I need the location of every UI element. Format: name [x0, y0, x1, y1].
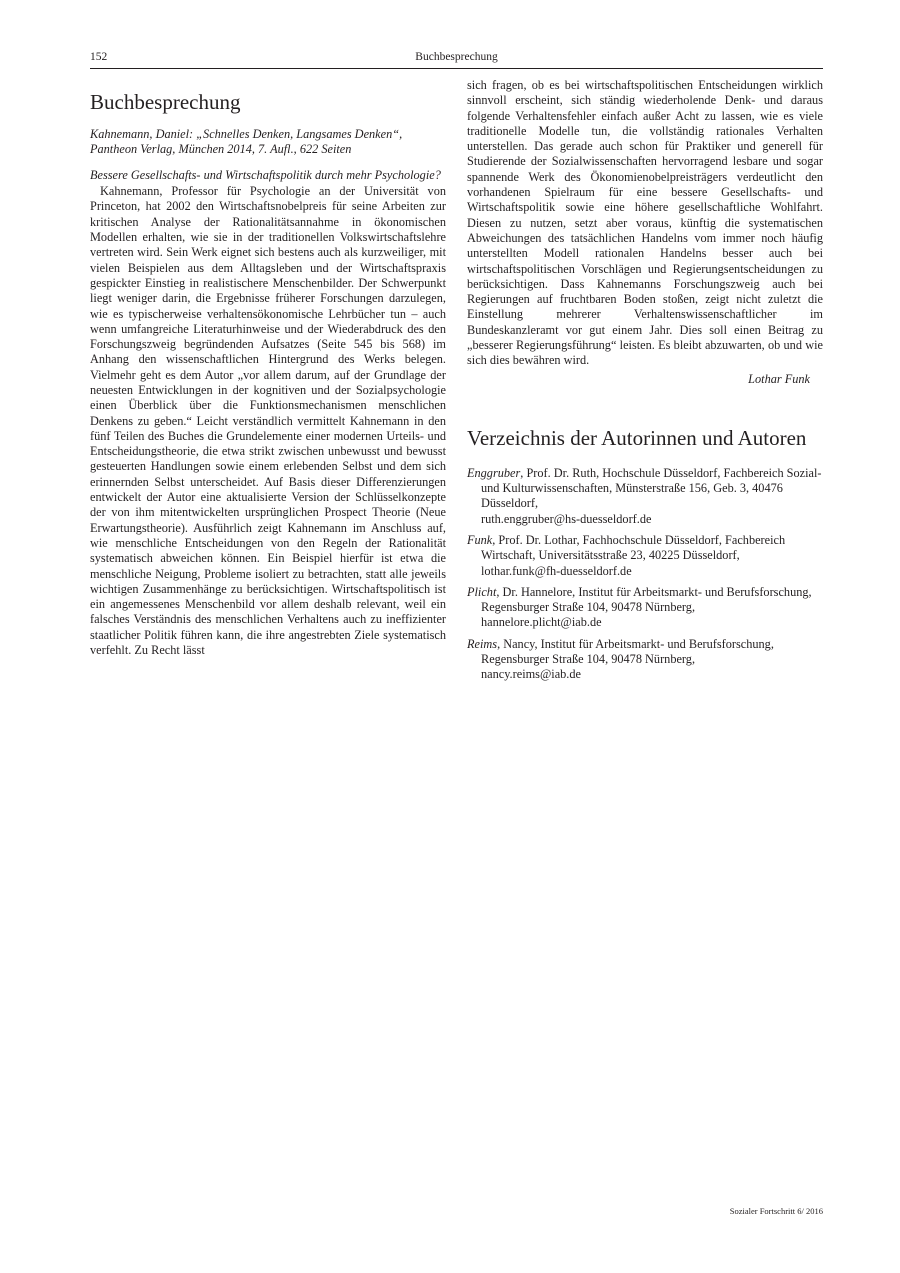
author-entry	[467, 533, 823, 579]
author-name: Reims	[467, 636, 498, 651]
page-number: 152	[90, 51, 108, 63]
author-name: Enggruber	[467, 465, 521, 480]
reviewer-name: Lothar Funk	[748, 371, 810, 386]
review-section-title: Buchbesprechung	[90, 90, 241, 114]
journal-footer: Sozialer Fortschritt 6/ 2016	[729, 1206, 823, 1216]
left-column	[90, 78, 446, 658]
running-title: Buchbesprechung	[415, 51, 498, 63]
author-details: , Dr. Hannelore, Institut für Arbeitsmarkt- und Berufsforschung, Regensburger Straße 104, 90478 Nürnberg,	[481, 584, 812, 615]
review-subtitle: Bessere Gesellschafts- und Wirtschaftspolitik durch mehr Psychologie?	[90, 168, 441, 183]
review-body-left: Kahnemann, Professor für Psychologie an der Universität von Princeton, hat 2002 den Wirtschaftsnobelpreis für seine Arbeiten zur kritischen Analyse der Rationalitätsannahme in ökonomischen Modellen erhalten, wie sie in der traditionellen Volkswirtschaftslehre vertreten wird. Sein Werk eignet sich bestens auch als kurzweiliger, mit vielen Beispielen aus dem Alltagsleben und der Wirtschaftspraxis gespickter Einstieg in realistischere Menschenbilder. Der Schwerpunkt liegt weniger darin, die Ergebnisse früherer Forschungen darzulegen, wie es typischerweise verhaltensökonomische Lehrbücher tun – auch wenn umfangreiche Literaturhinweise und der Wiederabdruck des den Forschungszweig begründenden Aufsatzes (Seite 545 bis 568) im Anhang den wissenschaftlichen Hintergrund des Werks belegen. Vielmehr geht es dem Autor „vor allem darum, auf der Grundlage der neuesten Entwicklungen in der kognitiven und der Sozialpsychologie einen Überblick über die Funktionsmechanismen menschlichen Denkens zu geben.“ Leicht verständlich vermittelt Kahnemann in den fünf Teilen des Buches die Grundelemente einer modernen Urteils- und Entscheidungstheorie, die etwa strikt zwischen unbewusst und bewusst gesteuerten Handlungen sowie einem erlebenden Selbst und dem sich erinnernden Selbst unterscheidet. Auf Basis dieser Differenzierungen entwickelt der Autor eine aktualisierte Version der Schlüsselkonzepte der von ihm mitentwickelten ursprünglichen Prospect Theorie (Neue Erwartungstheorie). Ausführlich zeigt Kahnemann im Anschluss auf, wie menschliche Entscheidungen von den Regeln der Rationalität systematisch abweichen können. Ein Beispiel hierfür ist etwa die menschliche Neigung, Probleme isoliert zu betrachten, statt alle jeweils wichtigen Zusammenhänge zu berücksichtigen. Wirtschaftspolitisch ist ein angemessenes Menschenbild vor allem deshalb relevant, weil ein falsches Verständnis des menschlichen Verhaltens auch zu ineffizienter staatlicher Politik führen kann, die ihre angestrebten Ziele systematisch verfehlt. Zu Recht lässt	[90, 184, 446, 658]
book-citation: Kahnemann, Daniel: „Schnelles Denken, Langsames Denken“, Pantheon Verlag, München 2014, 7. Aufl., 622 Seiten	[90, 127, 403, 157]
author-name: Funk	[467, 532, 493, 547]
author-entry	[467, 585, 823, 631]
author-email[interactable]: lothar.funk@fh-duesseldorf.de	[481, 563, 632, 578]
right-column	[467, 78, 823, 689]
author-email[interactable]: hannelore.plicht@iab.de	[481, 615, 602, 630]
author-entry	[467, 466, 823, 527]
review-body-right: sich fragen, ob es bei wirtschaftspolitischen Entscheidungen wirklich sinnvoll erscheint, sich ständig wiederholende Denk- und daraus folgende Verhaltensfehler einfach außer Acht zu lassen, wie es viele traditionelle Modelle tun, die vollständig rationales Verhalten unterstellen. Das gerade auch schon für Praktiker und generell für Studierende der Sozialwissenschaften hervorragend lesbare und sogar spannende Werk des Ökonomienobelpreisträgers verdeutlicht den vorhandenen Spielraum für eine bessere Gesellschafts- und Wirtschaftspolitik sowie eine höhere gesellschaftliche Wohlfahrt. Diesen zu nutzen, setzt aber voraus, künftig die systematischen Abweichungen des tatsächlichen Handelns vom immer noch häufig unterstellten Modell rationalen Handelns besser auch bei wirtschaftspolitischen Vorschlägen und Regierungsentscheidungen zu berücksichtigen. Dass Kahnemanns Forschungszweig auch bei Regierungen auf fruchtbaren Boden stoßen, zeigt nicht zuletzt die Einstellung mehrerer Verhaltenswissenschaftlicher im Bundeskanzleramt vor gut einem Jahr. Dies soll einen Beitrag zu „besserer Regierungsführung“ leisten. Es bleibt abzuwarten, ob und wie sich dies bewähren wird.	[467, 78, 823, 368]
author-email[interactable]: ruth.enggruber@hs-duesseldorf.de	[481, 511, 652, 526]
running-head	[90, 50, 823, 69]
author-details: , Nancy, Institut für Arbeitsmarkt- und Berufsforschung, Regensburger Straße 104, 90478 Nürnberg,	[481, 636, 774, 667]
author-entry	[467, 637, 823, 683]
author-details: , Prof. Dr. Lothar, Fachhochschule Düsseldorf, Fachbereich Wirtschaft, Universitätsstraße 23, 40225 Düsseldorf,	[481, 532, 786, 563]
authors-section-title: Verzeichnis der Autorinnen und Autoren	[467, 425, 807, 450]
author-details: , Prof. Dr. Ruth, Hochschule Düsseldorf, Fachbereich Sozial- und Kulturwissenschaften, Münsterstraße 156, Geb. 3, 40476 Düsseldorf,	[481, 465, 822, 511]
author-name: Plicht	[467, 584, 497, 599]
author-email[interactable]: nancy.reims@iab.de	[481, 667, 581, 682]
